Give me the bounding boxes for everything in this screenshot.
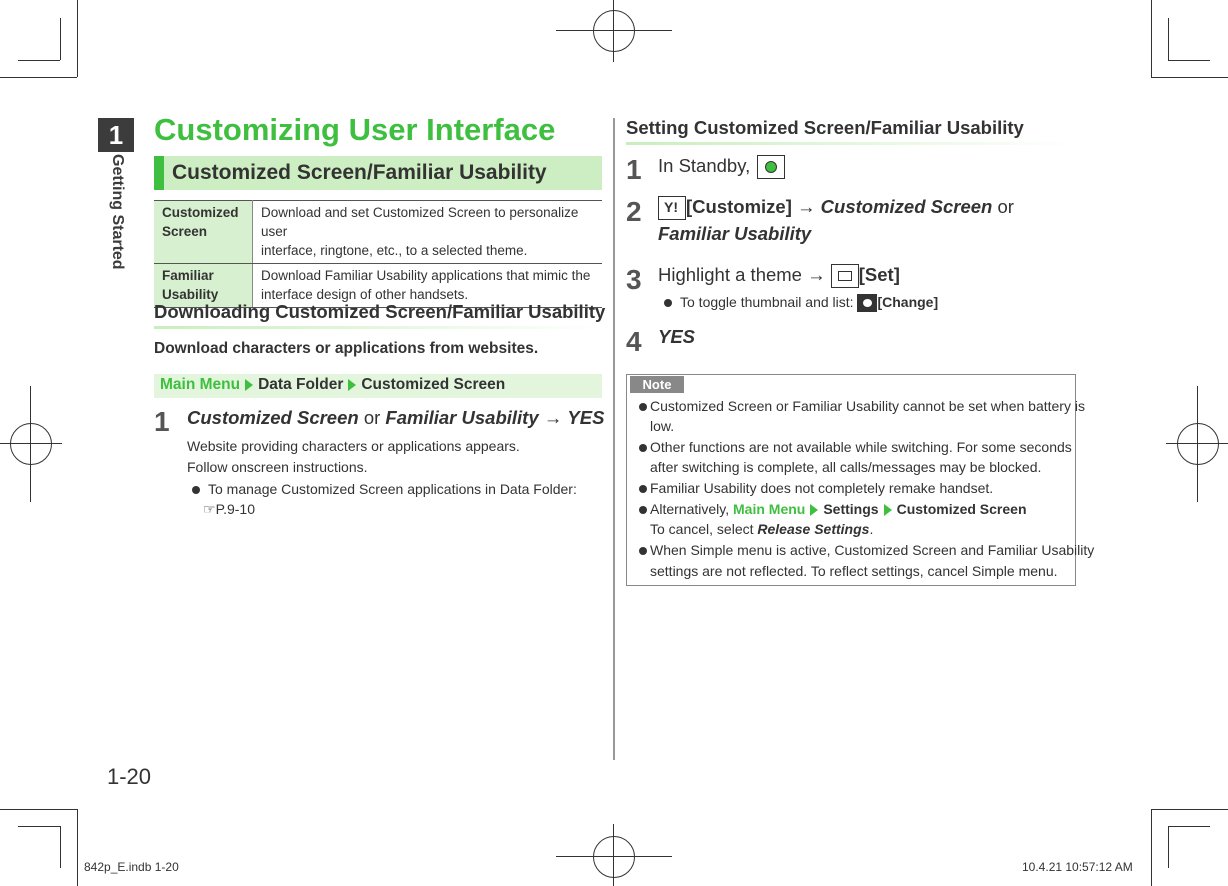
step-number: 2 [626, 196, 642, 227]
footer-timestamp: 10.4.21 10:57:12 AM [1022, 860, 1133, 874]
center-key-icon [757, 155, 785, 179]
camera-key-icon [857, 294, 877, 312]
bullet-item: To manage Customized Screen applications in Data Folder: [192, 479, 577, 500]
download-heading: Downloading Customized Screen/Familiar Usability [154, 301, 606, 322]
step-number: 3 [626, 264, 642, 295]
chapter-label: Getting Started [109, 154, 126, 270]
setting-heading: Setting Customized Screen/Familiar Usability [626, 117, 1024, 138]
step-number: 1 [626, 154, 642, 185]
step-detail: Follow onscreen instructions. [187, 459, 368, 475]
table-row: Familiar Usability Download Familiar Usability applications that mimic the interface design of other handsets. [154, 264, 602, 308]
step-instruction-cont: Familiar Usability [658, 223, 812, 244]
step-detail: Website providing characters or applications appears. [187, 438, 520, 454]
table-row: Customized Screen Download and set Customized Screen to personalize user interface, ringtone, etc., to a selected theme. [154, 201, 602, 264]
step-number: 4 [626, 326, 642, 357]
heading-rule [626, 142, 1076, 145]
step-number: 1 [154, 406, 170, 437]
arrow-right-icon [348, 379, 356, 391]
step-instruction: YES [658, 326, 696, 347]
arrow-right-icon [245, 379, 253, 391]
page-title: Customizing User Interface [154, 112, 556, 147]
section-banner: Customized Screen/Familiar Usability [154, 156, 602, 190]
page-number: 1-20 [107, 764, 152, 789]
download-description: Download characters or applications from websites. [154, 340, 539, 357]
mail-key-icon [831, 264, 859, 288]
bullet-item: To toggle thumbnail and list: [Change] [664, 292, 938, 313]
chapter-number: 1 [98, 118, 134, 152]
definition-table [154, 200, 602, 308]
step-instruction: In Standby, [658, 155, 785, 179]
arrow-right-icon [884, 504, 892, 516]
reference-hand-icon: ☞ [203, 501, 216, 517]
note-label: Note [630, 376, 684, 393]
yahoo-key-icon: Y! [658, 196, 686, 220]
page-reference[interactable]: ☞P.9-10 [203, 501, 256, 517]
column-divider [613, 118, 615, 760]
step-instruction: Y! [Customize] → Customized Screen or [658, 196, 1014, 220]
step-instruction: Customized Screen or Familiar Usability → YES [187, 407, 605, 428]
heading-rule [154, 326, 602, 329]
step-instruction: Highlight a theme → [Set] [658, 264, 900, 288]
menu-path: Main Menu Data Folder Customized Screen [154, 374, 602, 398]
arrow-right-icon [810, 504, 818, 516]
footer-file: 842p_E.indb 1-20 [84, 860, 179, 874]
